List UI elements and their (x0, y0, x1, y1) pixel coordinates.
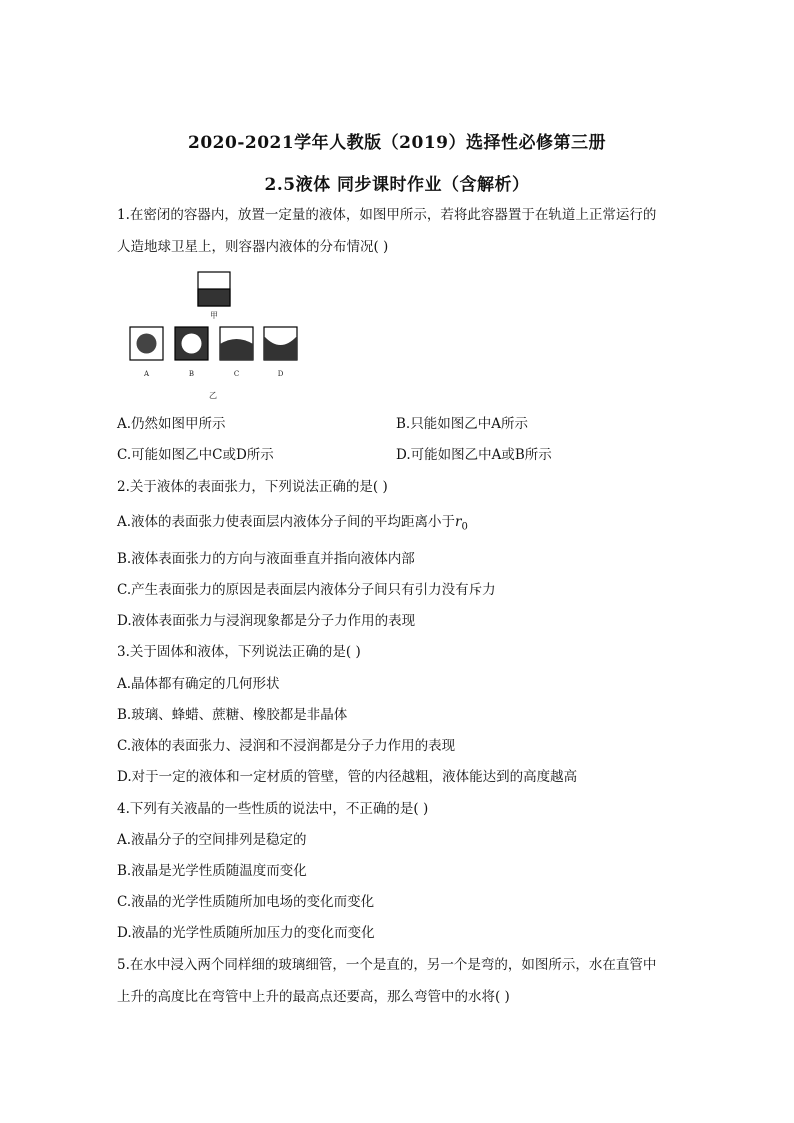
q2-option-d: D.液体表面张力与浸润现象都是分子力作用的表现 (117, 613, 416, 629)
q4-option-c: C.液晶的光学性质随所加电场的变化而变化 (117, 894, 375, 910)
q3-option-d: D.对于一定的液体和一定材质的管壁，管的内径越粗，液体能达到的高度越高 (117, 769, 578, 785)
q1-stem-line1: 1.在密闭的容器内，放置一定量的液体，如图甲所示，若将此容器置于在轨道上正常运行的 (117, 207, 657, 223)
q2-option-b: B.液体表面张力的方向与液面垂直并指向液体内部 (117, 551, 415, 567)
q2-stem: 2.关于液体的表面张力，下列说法正确的是( ) (117, 479, 388, 495)
q5-stem-line1: 5.在水中浸入两个同样细的玻璃细管，一个是直的，另一个是弯的，如图所示，水在直管中 (117, 957, 657, 973)
document-subtitle: 2.5液体 同步课时作业（含解析） (264, 175, 530, 195)
q2-option-a: A.液体的表面张力使表面层内液体分子间的平均距离小于 (117, 514, 456, 530)
q4-stem: 4.下列有关液晶的一些性质的说法中，不正确的是( ) (117, 801, 429, 817)
figure-label-a: A (143, 370, 150, 378)
q2-option-a-line (117, 513, 468, 537)
q1-stem-line2: 人造地球卫星上，则容器内液体的分布情况( ) (117, 239, 389, 255)
q3-option-c: C.液体的表面张力、浸润和不浸润都是分子力作用的表现 (117, 738, 456, 754)
figure-label-b: B (188, 370, 195, 378)
q1-figure (120, 268, 320, 403)
figure-option-a (130, 327, 163, 360)
document-title: 2020-2021学年人教版（2019）选择性必修第三册 (188, 133, 606, 153)
q1-option-d: D.可能如图乙中A或B所示 (396, 447, 552, 463)
figure-jia-container (198, 272, 230, 306)
q3-option-a: A.晶体都有确定的几何形状 (117, 676, 280, 692)
q1-option-a: A.仍然如图甲所示 (117, 416, 226, 432)
figure-option-d (264, 327, 297, 360)
q1-option-c: C.可能如图乙中C或D所示 (117, 447, 274, 463)
q5-stem-line2: 上升的高度比在弯管中上升的最高点还要高，那么弯管中的水将( ) (117, 989, 510, 1005)
q4-option-a: A.液晶分子的空间排列是稳定的 (117, 832, 307, 848)
q3-option-b: B.玻璃、蜂蜡、蔗糖、橡胶都是非晶体 (117, 707, 348, 723)
q2-option-c: C.产生表面张力的原因是表面层内液体分子间只有引力没有斥力 (117, 582, 496, 598)
q3-stem: 3.关于固体和液体，下列说法正确的是( ) (117, 644, 361, 660)
figure-label-c: C (233, 370, 240, 378)
q4-option-b: B.液晶是光学性质随温度而变化 (117, 863, 307, 879)
figure-label-d: D (277, 370, 284, 378)
q1-option-b: B.只能如图乙中A所示 (396, 416, 528, 432)
figure-option-c (220, 327, 253, 360)
q2-option-a-subscript: 0 (461, 521, 468, 533)
figure-option-b (175, 327, 208, 360)
figure-label-yi: 乙 (209, 391, 217, 400)
figure-label-jia: 甲 (210, 311, 218, 320)
q2-option-a-symbol: r (455, 514, 462, 530)
q4-option-d: D.液晶的光学性质随所加压力的变化而变化 (117, 925, 375, 941)
